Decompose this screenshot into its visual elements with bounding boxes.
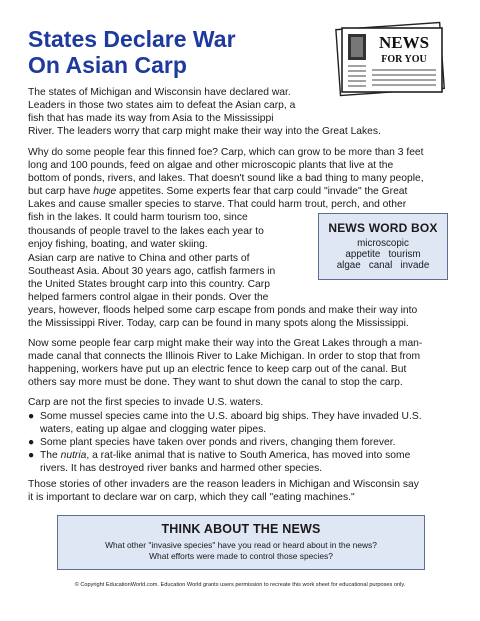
bullet-icon: ● (28, 411, 35, 422)
paragraph-line: happening, workers have put up an electric fence to keep carp out of the canal. But (28, 364, 407, 376)
paragraph-native (28, 252, 464, 331)
think-box-title: THINK ABOUT THE NEWS (161, 522, 321, 536)
emphasis-text: nutria (60, 450, 87, 461)
list-item-line: Some mussel species came into the U.S. aboard big ships. They have invaded U.S. (40, 411, 422, 422)
paragraph-line: River. The leaders worry that carp might make their way into the Great Lakes. (28, 126, 381, 138)
paragraph-line: Now some people fear carp might make their way into the Great Lakes through a man- (28, 338, 423, 349)
list-item (28, 436, 468, 449)
copyright-notice: © Copyright EducationWorld.com. Education World grants users permission to recreate this work sheet for educational purposes only. (74, 582, 406, 588)
paragraph-line: Those stories of other invaders are the reason leaders in Michigan and Wisconsin say (28, 479, 419, 490)
page-title (28, 26, 328, 78)
paragraph-intro (28, 86, 464, 138)
bullet-icon: ● (28, 450, 35, 461)
think-box-question: What efforts were made to control those species? (149, 550, 333, 561)
think-about-the-news-box (57, 515, 425, 570)
paragraph-line (28, 185, 464, 198)
list-item (28, 449, 468, 475)
text-span: , a rat-like animal that is native to South America, has moved into some (86, 450, 411, 461)
paragraph-line: bottom of ponds, rivers, and lakes. That doesn't sound like a bad thing to many people, (28, 173, 424, 185)
paragraph-line: Carp are not the first species to invade U.S. waters. (28, 397, 264, 408)
paragraph-line: Asian carp are native to China and other parts of (28, 253, 250, 264)
paragraph-line: thousands of people travel to the lakes each year to (28, 225, 264, 237)
text-span: The (40, 450, 61, 461)
title-line-1: States Declare War (28, 26, 236, 52)
list-item-line: rivers. It has destroyed river banks and harmed other species. (40, 463, 323, 474)
paragraph-line: helped farmers control algae in their ponds. Over the (28, 292, 269, 304)
paragraph-line: Why do some people fear this finned foe? Carp, which can grow to be more than 3 feet (28, 147, 424, 158)
paragraph-conclusion (28, 478, 464, 504)
list-item-line: waters, eating up algae and clogging water pipes. (40, 424, 267, 435)
word-box-row: algae canal invade (336, 260, 430, 271)
emphasis-text: huge (93, 186, 117, 198)
paragraph-line: enjoy fishing, boating, and water skiing. (28, 238, 208, 250)
word-box-row: appetite tourism (345, 249, 421, 260)
word-box-title: NEWS WORD BOX (328, 221, 438, 235)
paragraph-line: others say more must be done. They want to shut down the canal to stop the carp. (28, 377, 403, 389)
list-item (28, 410, 468, 436)
logo-news-text: NEWS (378, 33, 430, 52)
invader-list (28, 410, 468, 475)
think-box-question: What other "invasive species" have you read or heard about in the news? (105, 540, 377, 550)
paragraph-line: Leaders in those two states aim to defeat the Asian carp, a (28, 100, 296, 112)
paragraph-line: long and 100 pounds, feed on algae and other microscopic plants that live at the (28, 160, 394, 172)
paragraph-canal (28, 337, 464, 389)
paragraph-line: Southeast Asia. About 30 years ago, catfish farmers in (28, 266, 276, 278)
paragraph-line: The states of Michigan and Wisconsin have declared war. (28, 87, 291, 98)
paragraph-line: fish that has made its way from Asia to the Mississippi (28, 113, 274, 125)
paragraph-line: the Mississippi River. Today, carp can be found in many spots along the Mississippi. (28, 318, 409, 330)
logo-for-you-text: FOR YOU (381, 54, 427, 65)
bullet-icon: ● (28, 437, 35, 448)
paragraph-invaders (28, 396, 464, 409)
paragraph-line: made canal that connects the Illinois River to Lake Michigan. In order to stop that from (28, 351, 421, 363)
text-span: but carp have (28, 186, 94, 198)
list-item-line (40, 449, 468, 462)
word-box-row: microscopic (357, 238, 409, 249)
paragraph-line: years, however, floods helped some carp escape from ponds and make their way into (28, 305, 418, 317)
paragraph-line: fish in the lakes. It could harm tourism too, since (28, 212, 248, 224)
text-span: appetites. Some experts fear that carp could "invade" the Great (116, 186, 408, 198)
paragraph-line: Lakes and cause smaller species to starve. That could harm trout, perch, and other (28, 199, 407, 211)
paragraph-line: the United States brought carp into this country. Carp (28, 279, 270, 291)
title-line-2: On Asian Carp (28, 52, 187, 78)
paragraph-line: it is important to declare war on carp, which they call "eating machines." (28, 492, 355, 504)
list-item-line: Some plant species have taken over ponds and rivers, changing them forever. (40, 437, 396, 448)
